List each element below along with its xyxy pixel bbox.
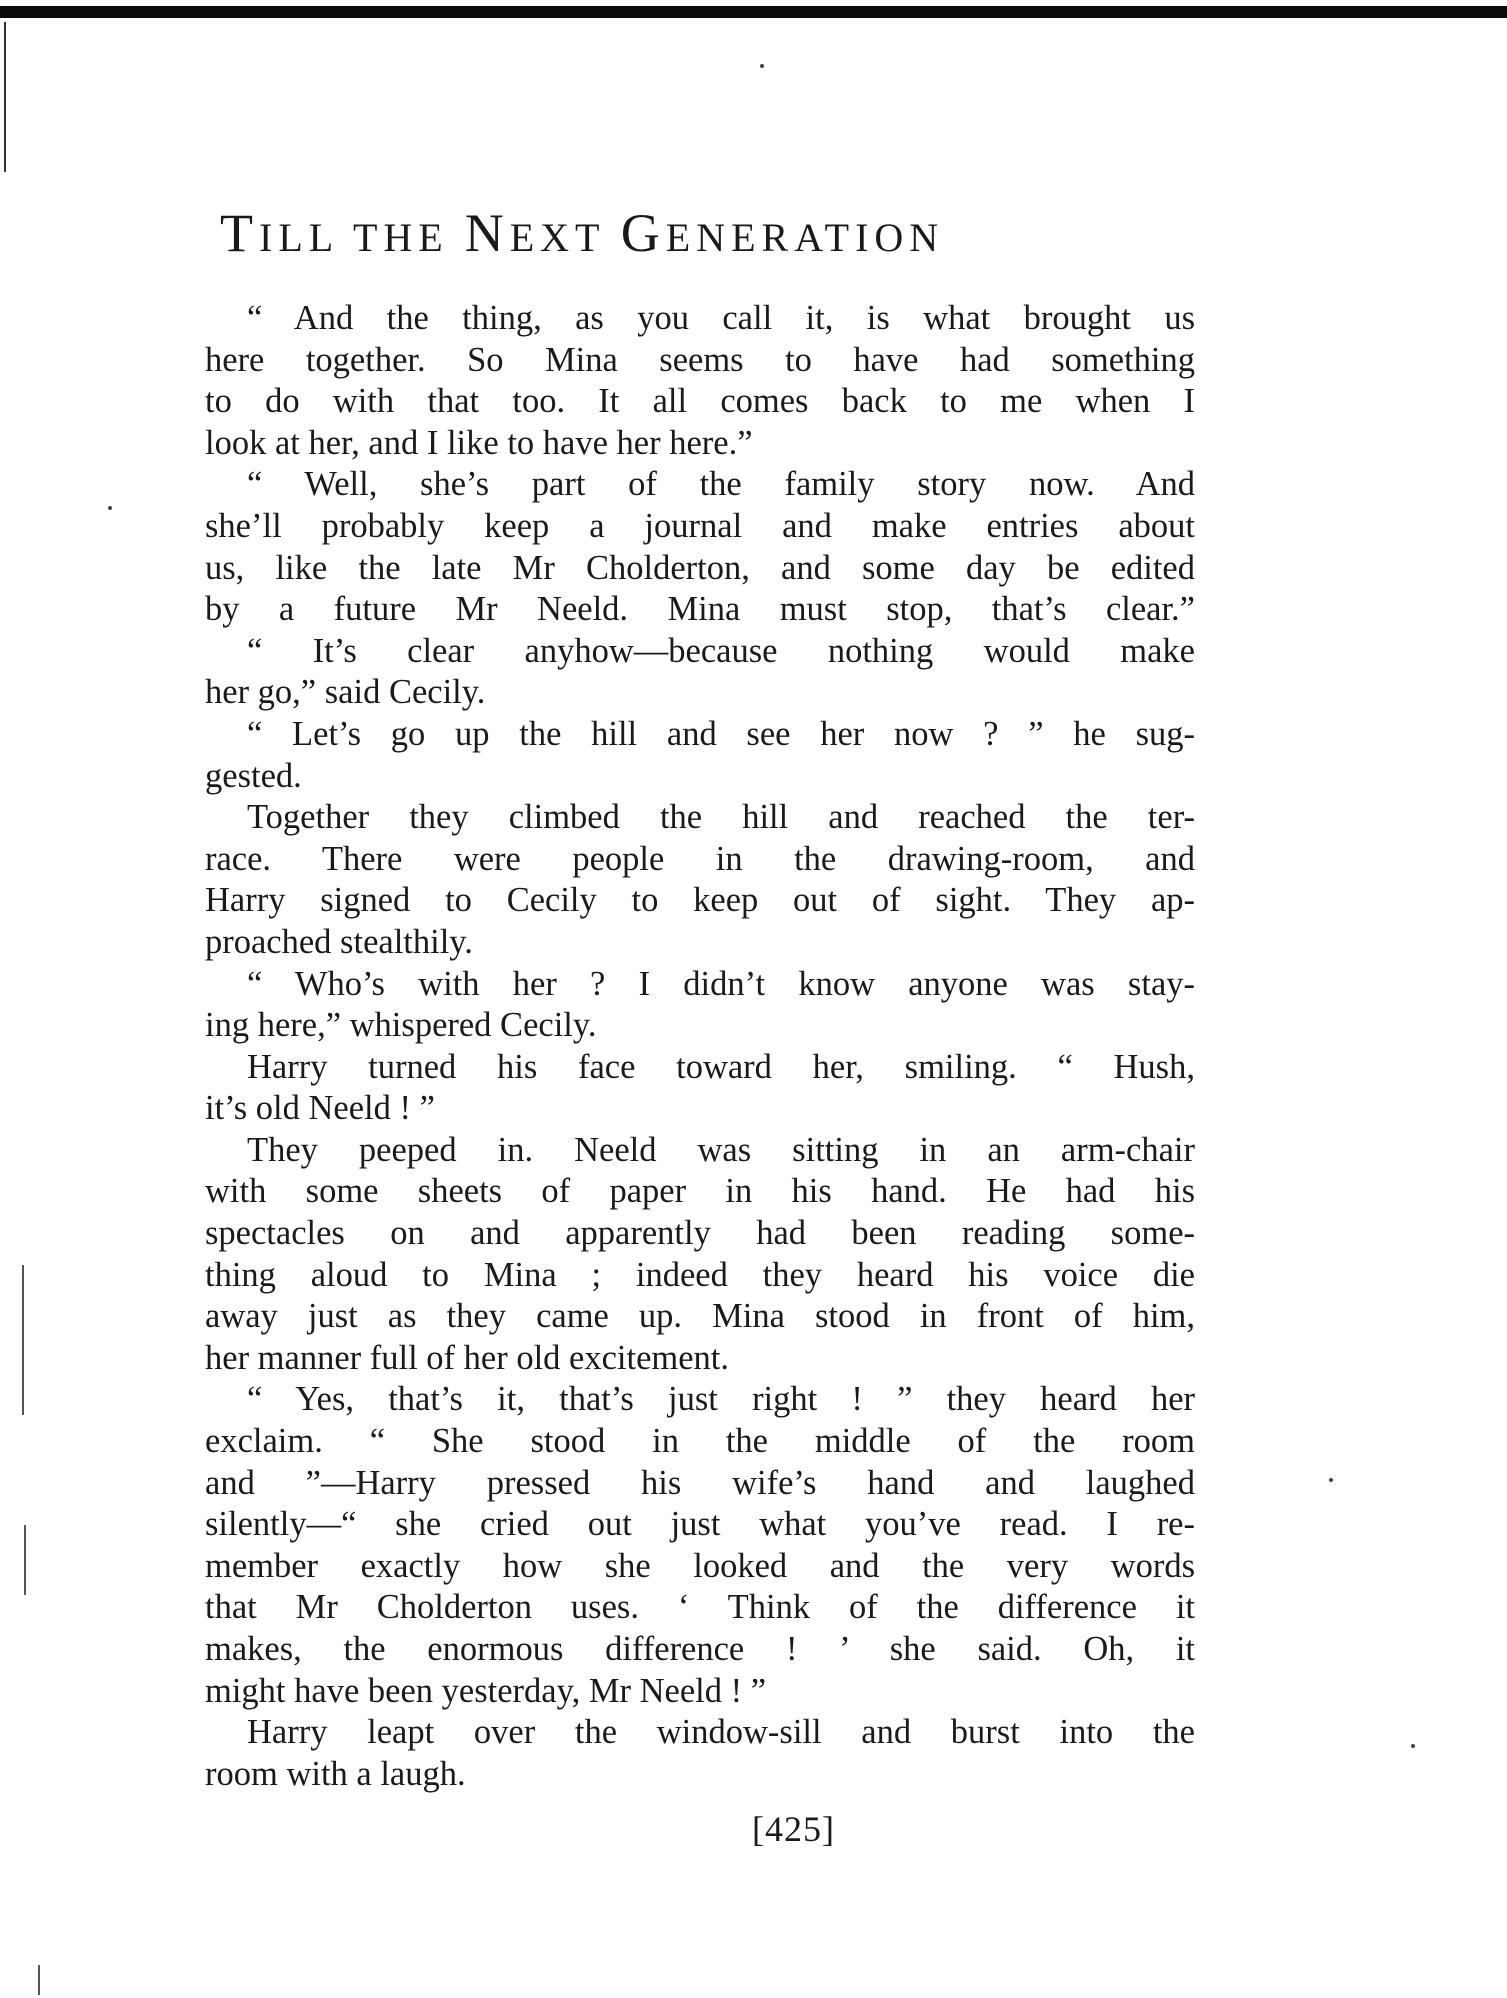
text-line: gested. bbox=[205, 756, 302, 795]
text-line: by a future Mr Neeld. Mina must stop, that’s clear.” bbox=[205, 590, 1195, 629]
text-line: with some sheets of paper in his hand. He had his bbox=[205, 1172, 1195, 1211]
text-line: silently—“ she cried out just what you’ve read. I re- bbox=[205, 1505, 1195, 1544]
text-line: exclaim. “ She stood in the middle of the room bbox=[205, 1422, 1195, 1461]
text-line: away just as they came up. Mina stood in front of him, bbox=[205, 1297, 1195, 1336]
text-line: Together they climbed the hill and reached the ter- bbox=[247, 798, 1195, 837]
text-line: member exactly how she looked and the very words bbox=[205, 1546, 1195, 1585]
scan-left-edge bbox=[4, 22, 6, 172]
scan-margin-mark bbox=[38, 1965, 40, 1995]
text-line: “ Yes, that’s it, that’s just right ! ” they heard her bbox=[247, 1380, 1195, 1419]
text-line: her go,” said Cecily. bbox=[205, 673, 486, 712]
text-line: makes, the enormous difference ! ’ she said. Oh, it bbox=[205, 1630, 1195, 1668]
text-line: race. There were people in the drawing-room, and bbox=[205, 839, 1195, 878]
scan-margin-mark bbox=[24, 1525, 26, 1595]
page-number: [425] bbox=[752, 1809, 835, 1849]
text-line: Harry turned his face toward her, smiling. “ Hush, bbox=[247, 1047, 1195, 1086]
text-line: and ”—Harry pressed his wife’s hand and laughed bbox=[205, 1463, 1195, 1502]
text-line: ing here,” whispered Cecily. bbox=[205, 1006, 597, 1045]
body-text bbox=[205, 298, 1195, 1795]
text-line: her manner full of her old excitement. bbox=[205, 1338, 730, 1377]
text-line: look at her, and I like to have her here.” bbox=[205, 423, 753, 462]
text-line: “ It’s clear anyhow—because nothing would make bbox=[247, 631, 1195, 670]
text-line: here together. So Mina seems to have had something bbox=[205, 340, 1195, 379]
scan-top-border bbox=[0, 6, 1507, 18]
running-head: TILL THE NEXT GENERATION bbox=[220, 203, 945, 263]
text-line: to do with that too. It all comes back to me when I bbox=[205, 382, 1195, 421]
scan-speck bbox=[108, 506, 112, 510]
text-line: might have been yesterday, Mr Neeld ! ” bbox=[205, 1671, 767, 1710]
scan-margin-mark bbox=[22, 1265, 24, 1415]
text-line: room with a laugh. bbox=[205, 1754, 466, 1793]
text-line: proached stealthily. bbox=[205, 922, 473, 961]
text-line: us, like the late Mr Cholderton, and some day be edited bbox=[205, 548, 1195, 587]
text-line: “ Well, she’s part of the family story now. And bbox=[247, 465, 1195, 504]
text-line: it’s old Neeld ! ” bbox=[205, 1089, 435, 1128]
scan-speck bbox=[1329, 1478, 1333, 1482]
text-line: “ Who’s with her ? I didn’t know anyone was stay- bbox=[247, 964, 1195, 1003]
text-line: “ Let’s go up the hill and see her now ? ” he sug- bbox=[247, 714, 1195, 753]
text-line: They peeped in. Neeld was sitting in an arm-chair bbox=[247, 1130, 1195, 1169]
text-line: “ And the thing, as you call it, is what brought us bbox=[247, 299, 1195, 337]
scan-speck bbox=[760, 64, 764, 68]
text-line: spectacles on and apparently had been reading some- bbox=[205, 1214, 1195, 1253]
scan-speck bbox=[1411, 1744, 1415, 1748]
text-line: she’ll probably keep a journal and make entries about bbox=[205, 506, 1195, 545]
text-line: Harry leapt over the window-sill and burst into the bbox=[247, 1713, 1195, 1752]
text-line: that Mr Cholderton uses. ‘ Think of the difference it bbox=[205, 1588, 1195, 1627]
text-line: thing aloud to Mina ; indeed they heard his voice die bbox=[205, 1255, 1195, 1294]
text-line: Harry signed to Cecily to keep out of sight. They ap- bbox=[205, 881, 1195, 920]
